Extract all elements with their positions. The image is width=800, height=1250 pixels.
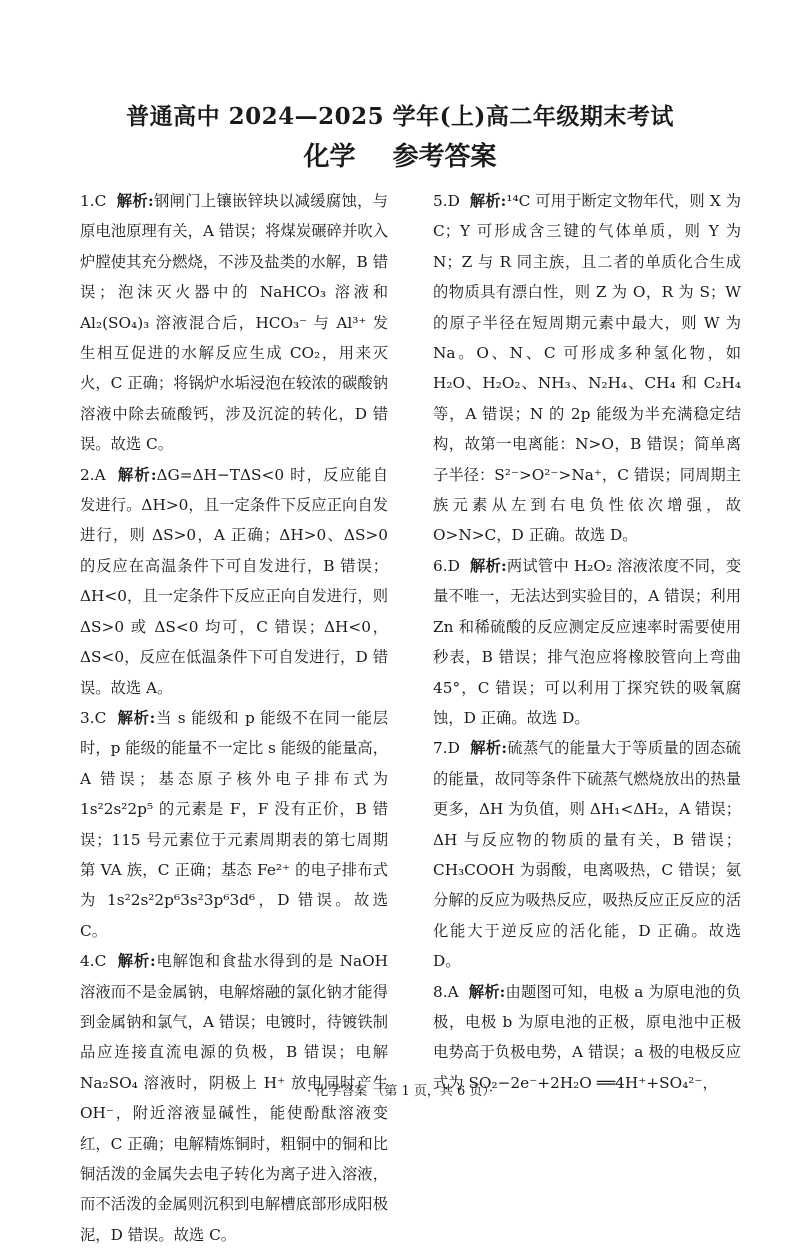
answer-text: ΔG=ΔH−TΔS<0 时，反应能自发进行。ΔH>0，且一定条件下反应正向自发进行，则 ΔS>0，A 正确；ΔH>0、ΔS>0 的反应在高温条件下可自发进行，B 错误；ΔH<0，且一定条件下反应正向自发进行，则 ΔS>0 或 ΔS<0 均可，C 错误；ΔH<0，ΔS<0，反应在低温条件下可自发进行，D 错误。故选 A。	[80, 465, 388, 697]
analysis-label: 解析:	[117, 465, 157, 484]
subject-label: 化学	[303, 142, 356, 172]
answer-3	[80, 703, 388, 946]
right-column	[433, 186, 741, 1098]
answer-choice: A	[447, 982, 459, 1001]
answer-text: 电解饱和食盐水得到的是 NaOH 溶液而不是金属钠，电解熔融的氯化钠才能得到金属钠和氯气，A 错误；电镀时，待镀铁制品应连接直流电源的负极，B 错误；电解 Na₂SO₄ 溶液时，阴极上 H⁺ 放电同时产生 OH⁻，附近溶液显碱性，能使酚酞溶液变红，C 正确；电解精炼铜时，粗铜中的铜和比铜活泼的金属失去电子转化为离子进入溶液，而不活泼的金属则沉积到电解槽底部形成阳极泥，D 错误。故选 C。	[80, 952, 389, 1244]
answer-number: 2.	[80, 465, 95, 484]
page-footer: · 化学答案 （第 1 页，共 6 页）·	[306, 1084, 494, 1099]
answer-text: 当 s 能级和 p 能级不在同一能层时，p 能级的能量不一定比 s 能级的能量高，A 错误；基态原子核外电子排布式为 1s²2s²2p⁵ 的元素是 F，F 没有正价，B 错误；115 号元素位于元素周期表的第七周期第 VA 族，C 正确；基态 Fe²⁺ 的电子排布式为 1s²2s²2p⁶3s²3p⁶3d⁶，D 错误。故选 C。	[80, 708, 388, 940]
answer-choice: C	[94, 952, 107, 971]
answer-text: 硫蒸气的能量大于等质量的固态硫的能量，故同等条件下硫蒸气燃烧放出的热量更多，ΔH 为负值，则 ΔH₁<ΔH₂，A 错误；ΔH 与反应物的物质的量有关，B 错误；CH₃COOH 为弱酸，电离吸热，C 错误；氨分解的反应为吸热反应，吸热反应正反应的活化能大于逆反应的活化能，D 正确。故选 D。	[433, 739, 741, 971]
answer-number: 5.	[433, 192, 448, 210]
answer-6	[433, 551, 741, 733]
answer-number: 4.	[80, 952, 95, 971]
answer-choice: A	[94, 465, 106, 484]
answer-text: ¹⁴C 可用于断定文物年代，则 X 为 C；Y 可形成含三键的气体单质，则 Y 为 N；Z 与 R 同主族，且二者的单质化合生成的物质具有漂白性，则 Z 为 O，R 为 S；W 的原子半径在短周期元素中最大，则 W 为 Na。O、N、C 可形成多种氢化物，如 H₂O、H₂O₂、NH₃、N₂H₄、CH₄ 和 C₂H₄ 等，A 错误；N 的 2p 能级为半充满稳定结构，故第一电离能：N>O，B 错误；简单离子半径：S²⁻>O²⁻>Na⁺，C 错误；同周期主族元素从左到右电负性依次增强，故 O>N>C，D 正确。故选 D。	[433, 192, 741, 545]
answer-text: 钢闸门上镶嵌锌块以减缓腐蚀，与原电池原理有关，A 错误；将煤炭碾碎并吹入炉膛使其充分燃烧，不涉及盐类的水解，B 错误；泡沫灭火器中的 NaHCO₃ 溶液和 Al₂(SO₄)₃ 溶液混合后，HCO₃⁻ 与 Al³⁺ 发生相互促进的水解反应生成 CO₂，用来灭火，C 正确；将锅炉水垢浸泡在较浓的碳酸钠溶液中除去硫酸钙，涉及沉淀的转化，D 错误。故选 C。	[80, 192, 388, 454]
answer-text: 两试管中 H₂O₂ 溶液浓度不同，变量不唯一，无法达到实验目的，A 错误；利用 Zn 和稀硫酸的反应测定反应速率时需要使用秒表，B 错误；排气泡应将橡胶管向上弯曲 45°，C 错误；可以利用丁探究铁的吸氧腐蚀，D 正确。故选 D。	[433, 556, 741, 727]
answer-text: 由题图可知，电极 a 为原电池的负极，电极 b 为原电池的正极，原电池中正极电势高于负极电势，A 错误；a 极的电极反应式为 SO₂−2e⁻+2H₂O ══4H⁺+SO₄²⁻，	[433, 982, 741, 1092]
analysis-label: 解析:	[117, 952, 156, 971]
exam-title: 普通高中 2024—2025 学年(上)高二年级期末考试	[126, 103, 674, 130]
answer-heading	[0, 136, 800, 173]
answer-choice: C	[94, 708, 107, 727]
answer-number: 1.	[80, 192, 95, 210]
analysis-label: 解析:	[470, 739, 508, 758]
analysis-label: 解析:	[468, 982, 506, 1001]
analysis-label: 解析:	[117, 708, 156, 727]
answer-choice: C	[94, 192, 107, 210]
answer-choice: D	[447, 192, 460, 210]
answer-2	[80, 460, 388, 703]
answer-choice: D	[447, 556, 460, 575]
analysis-label: 解析:	[116, 192, 154, 210]
answer-number: 6.	[433, 556, 448, 575]
analysis-label: 解析:	[469, 192, 507, 210]
answer-1	[80, 186, 388, 460]
answer-5	[433, 186, 741, 551]
doc-type-label: 参考答案	[392, 142, 497, 172]
answer-7	[433, 733, 741, 976]
answer-choice: D	[447, 739, 460, 758]
analysis-label: 解析:	[470, 556, 507, 575]
answer-number: 8.	[433, 982, 448, 1001]
answer-number: 3.	[80, 708, 95, 727]
answer-number: 7.	[433, 739, 448, 758]
